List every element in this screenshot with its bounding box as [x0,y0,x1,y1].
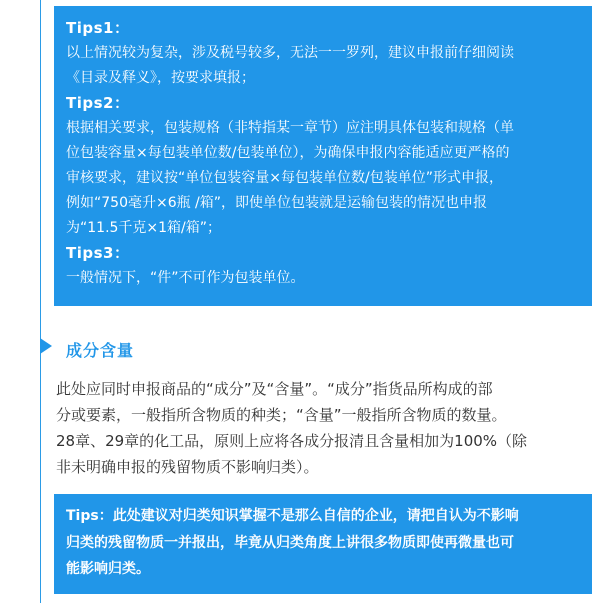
section-body [56,376,596,480]
tip2-line: 审核要求，建议按“单位包装容量×每包装单位数/包装单位”形式申报， [66,170,503,186]
tips-box-1 [54,6,592,306]
tip-note-line: 归类的残留物质一并报出，毕竟从归类角度上讲很多物质即使再微量也可 [66,534,514,551]
tip-note-line: Tips：此处建议对归类知识掌握不是那么自信的企业，请把自认为不影响 [66,508,519,524]
tip-note-line: 能影响归类。 [66,561,150,577]
left-guide-line [40,0,41,603]
body-line: 非未明确申报的残留物质不影响归类）。 [56,458,319,476]
body-line: 28章、29章的化工品，原则上应将各成分报清且含量相加为100%（除 [56,432,528,450]
tip1-heading: Tips1： [66,19,130,37]
body-line: 此处应同时申报商品的“成分”及“含量”。“成分”指货品所构成的部 [56,380,493,398]
tip2-line: 为“11.5千克×1箱/箱”； [66,220,222,236]
tip1-line: 以上情况较为复杂，涉及税号较多，无法一一罗列，建议申报前仔细阅读 [66,45,514,61]
tip2-heading: Tips2： [66,94,130,112]
section-arrow-icon [40,338,52,354]
tip3-line: 一般情况下，“件”不可作为包装单位。 [66,270,305,286]
tip2-line: 根据相关要求，包装规格（非特指某一章节）应注明具体包装和规格（单 [66,120,514,136]
tip1-line: 《目录及释义》，按要求填报； [66,70,255,86]
tip2-line: 位包装容量×每包装单位数/包装单位），为确保申报内容能适应更严格的 [66,145,510,161]
body-line: 分或要素，一般指所含物质的种类；“含量”一般指所含物质的数量。 [56,406,507,424]
tip3-heading: Tips3： [66,244,130,262]
tips-box-2 [54,494,592,594]
tip2-line: 例如“750毫升×6瓶 /箱”，即使单位包装就是运输包装的情况也申报 [66,195,488,211]
section-title: 成分含量 [66,341,135,360]
